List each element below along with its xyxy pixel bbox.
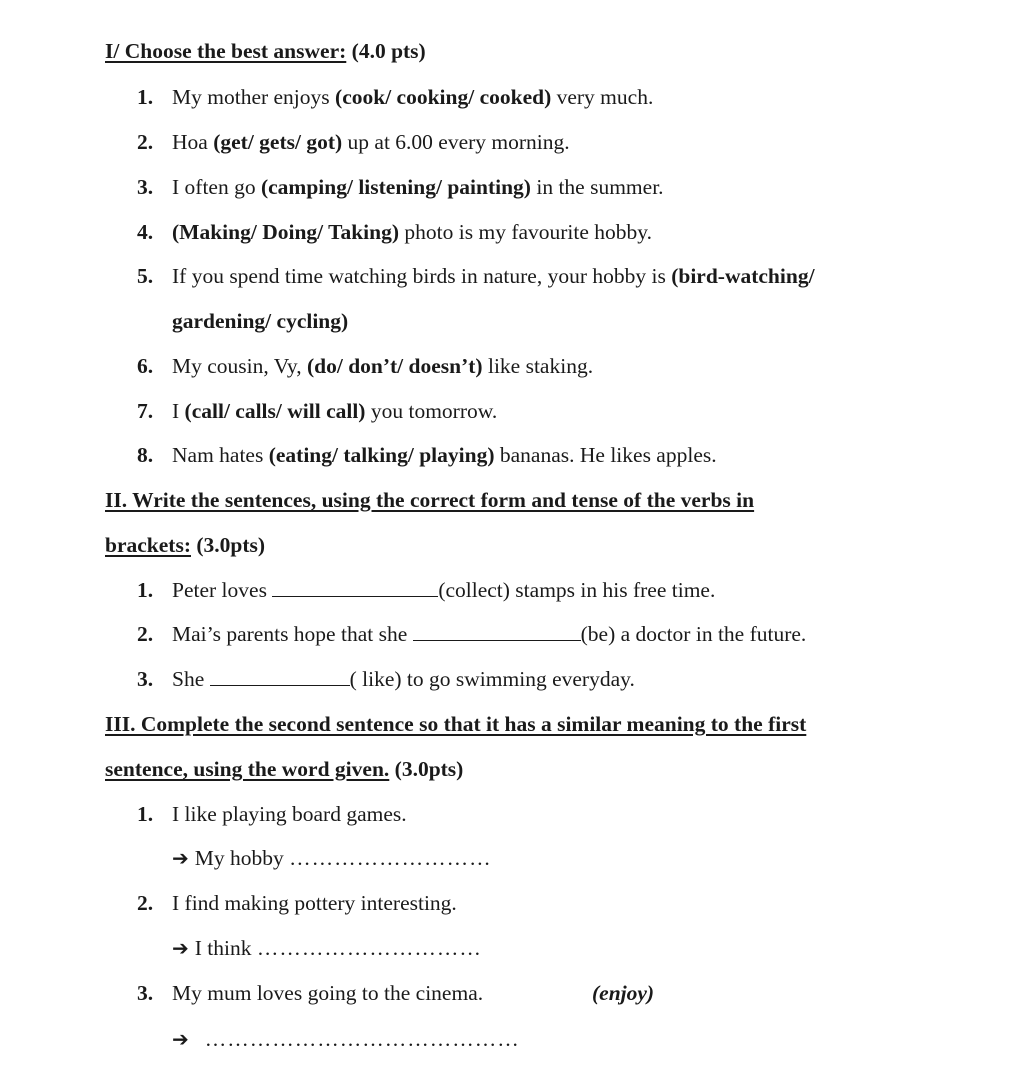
item-number: 1. [137,85,154,109]
item-text: I find making pottery interesting. [172,891,457,915]
item-number: 3. [137,981,154,1005]
item-text: I [172,399,185,423]
answer-blank[interactable] [272,578,438,597]
answer-dots[interactable]: ……………………… [289,846,492,870]
item-options: (eating/ talking/ playing) [268,443,495,467]
item-options: gardening/ cycling) [172,309,349,333]
item-number: 1. [137,802,154,826]
item-text-end: ( like) to go swimming everyday. [349,667,635,691]
item-number: 2. [137,891,154,915]
item-number: 2. [137,130,154,154]
item-options: (bird-watching/ [671,264,815,288]
answer-dots[interactable]: …………………………………… [204,1027,520,1051]
arrow-icon: ➔ [172,1027,189,1051]
item-number: 3. [137,175,154,199]
item-options: (camping/ listening/ painting) [260,175,531,199]
item-options: (cook/ cooking/ cooked) [335,85,552,109]
answer-blank[interactable] [413,622,581,641]
answer-dots[interactable]: ………………………… [256,936,482,960]
item-text: My mum loves going to the cinema. [172,981,484,1005]
item-options: (Making/ Doing/ Taking) [172,220,400,244]
item-number: 3. [137,667,154,691]
section-1-points: (4.0 pts) [346,39,426,63]
given-word: (enjoy) [592,981,655,1005]
answer-prefix: My hobby [194,846,290,870]
section-3-heading-line-1 [105,711,806,737]
item-number: 1. [137,578,154,602]
item-text-end: (be) a doctor in the future. [580,622,807,646]
item-text: Nam hates [172,443,269,467]
section-1-heading [105,38,426,64]
item-text: She [172,667,210,691]
section-2-title-cont: brackets: [105,533,191,557]
item-text: I often go [172,175,261,199]
item-text: If you spend time watching birds in nature, your hobby is [172,264,672,288]
answer-prefix: I think [194,936,257,960]
section-1-title: I/ Choose the best answer: [105,39,347,63]
section-3-heading-line-2 [105,756,463,782]
item-number: 7. [137,399,154,423]
item-options: (call/ calls/ will call) [184,399,366,423]
item-text-end: very much. [551,85,654,109]
arrow-icon: ➔ [172,846,189,870]
section-3-title: III. Complete the second sentence so that it has a similar meaning to the first [105,712,807,736]
item-number: 5. [137,264,154,288]
item-text-end: (collect) stamps in his free time. [438,578,716,602]
item-number: 2. [137,622,154,646]
section-2-points: (3.0pts) [190,533,266,557]
section-3-title-cont: sentence, using the word given. [105,757,390,781]
item-options: (get/ gets/ got) [213,130,343,154]
arrow-icon: ➔ [172,936,189,960]
item-text-end: you tomorrow. [365,399,498,423]
section-3-points: (3.0pts) [389,757,464,781]
item-text: Mai’s parents hope that she [172,622,413,646]
item-text-end: photo is my favourite hobby. [399,220,653,244]
item-text-end: bananas. He likes apples. [494,443,717,467]
item-number: 4. [137,220,154,244]
item-text: I like playing board games. [172,802,407,826]
item-text-end: like staking. [482,354,594,378]
item-text: Hoa [172,130,214,154]
item-options: (do/ don’t/ doesn’t) [306,354,483,378]
section-2-title: II. Write the sentences, using the correct form and tense of the verbs in [105,488,755,512]
item-text-end: up at 6.00 every morning. [342,130,570,154]
item-text: My cousin, Vy, [172,354,307,378]
item-number: 8. [137,443,154,467]
item-text-end: in the summer. [530,175,664,199]
section-2-heading-line-1 [105,487,754,513]
section-2-heading-line-2 [105,532,265,558]
answer-blank[interactable] [210,667,350,686]
item-number: 6. [137,354,154,378]
item-text: Peter loves [172,578,273,602]
item-text: My mother enjoys [172,85,336,109]
